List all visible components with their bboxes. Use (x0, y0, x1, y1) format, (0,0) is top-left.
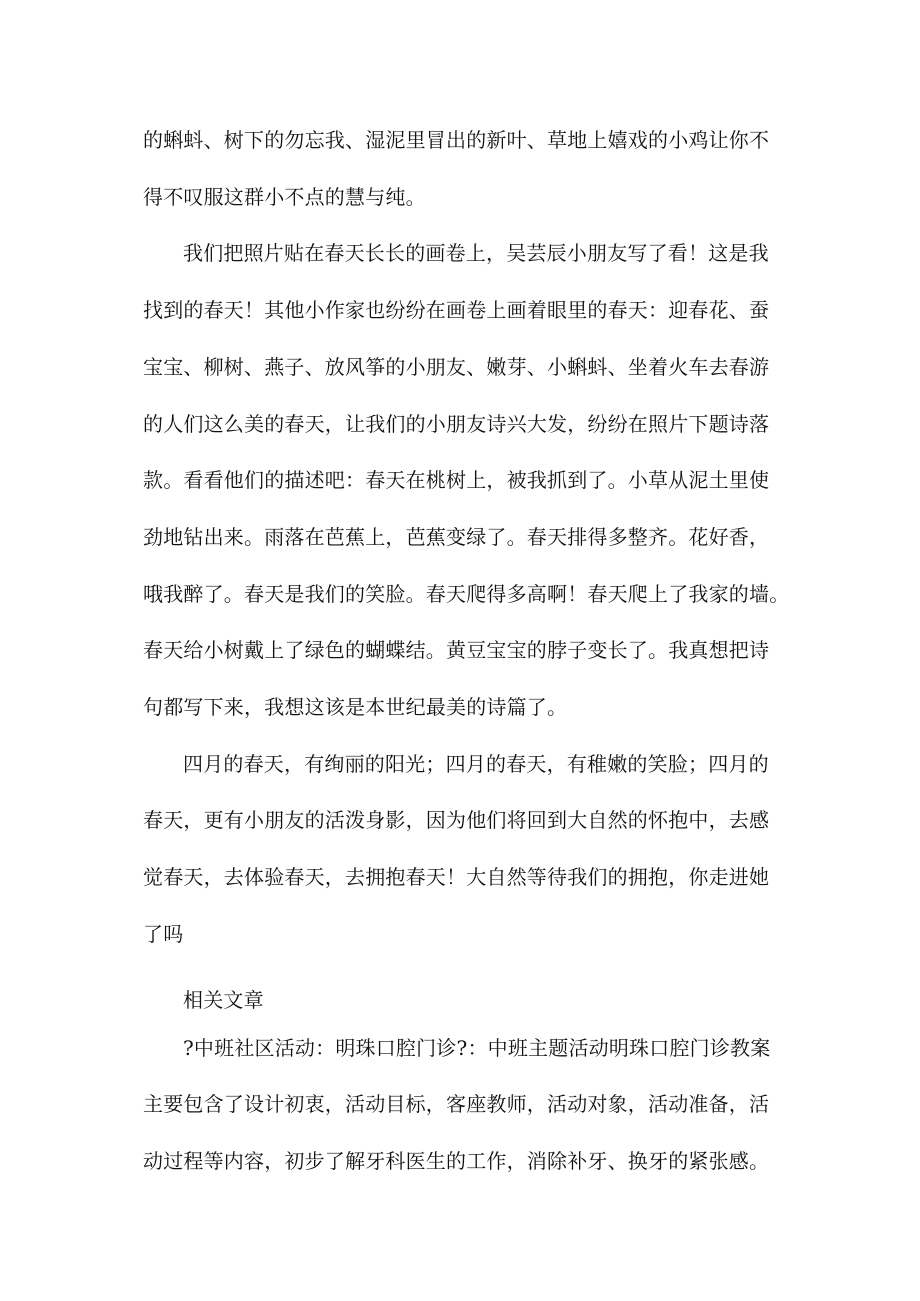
related-articles-heading: 相关文章 (183, 988, 264, 1012)
paragraph-line: 我们把照片贴在春天长长的画卷上，吴芸辰小朋友写了看！这是我 (183, 241, 769, 265)
paragraph-line: 句都写下来，我想这该是本世纪最美的诗篇了。 (143, 695, 568, 719)
paragraph-line: 动过程等内容，初步了解牙科医生的工作，消除补牙、换牙的紧张感。 (143, 1149, 770, 1173)
paragraph-line: 的人们这么美的春天，让我们的小朋友诗兴大发，纷纷在照片下题诗落 (143, 412, 770, 436)
paragraph-line: 春天，更有小朋友的活泼身影，因为他们将回到大自然的怀抱中，去感 (143, 808, 770, 832)
paragraph-line: 春天给小树戴上了绿色的蝴蝶结。黄豆宝宝的脖子变长了。我真想把诗 (143, 638, 770, 662)
paragraph-line: 的蝌蚪、树下的勿忘我、湿泥里冒出的新叶、草地上嬉戏的小鸡让你不 (143, 128, 770, 152)
paragraph-line: 宝宝、柳树、燕子、放风筝的小朋友、嫩芽、小蝌蚪、坐着火车去春游 (143, 355, 770, 379)
paragraph-line: 劲地钻出来。雨落在芭蕉上，芭蕉变绿了。春天排得多整齐。花好香， (143, 525, 770, 549)
paragraph-line: 觉春天，去体验春天，去拥抱春天！大自然等待我们的拥抱，你走进她 (143, 865, 770, 889)
paragraph-line: 哦我醉了。春天是我们的笑脸。春天爬得多高啊！春天爬上了我家的墙。 (143, 582, 790, 606)
paragraph-line: 款。看看他们的描述吧：春天在桃树上，被我抓到了。小草从泥土里使 (143, 468, 770, 492)
paragraph-line: 四月的春天，有绚丽的阳光；四月的春天，有稚嫩的笑脸；四月的 (183, 752, 769, 776)
paragraph-line: 找到的春天！其他小作家也纷纷在画卷上画着眼里的春天：迎春花、蚕 (143, 298, 770, 322)
paragraph-line: 主要包含了设计初衷，活动目标，客座教师，活动对象，活动准备，活 (143, 1092, 770, 1116)
paragraph-line: 得不叹服这群小不点的慧与纯。 (143, 185, 426, 209)
paragraph-line: 了吗 (143, 922, 184, 946)
paragraph-line: ?中班社区活动：明珠口腔门诊?：中班主题活动明珠口腔门诊教案 (183, 1036, 771, 1060)
